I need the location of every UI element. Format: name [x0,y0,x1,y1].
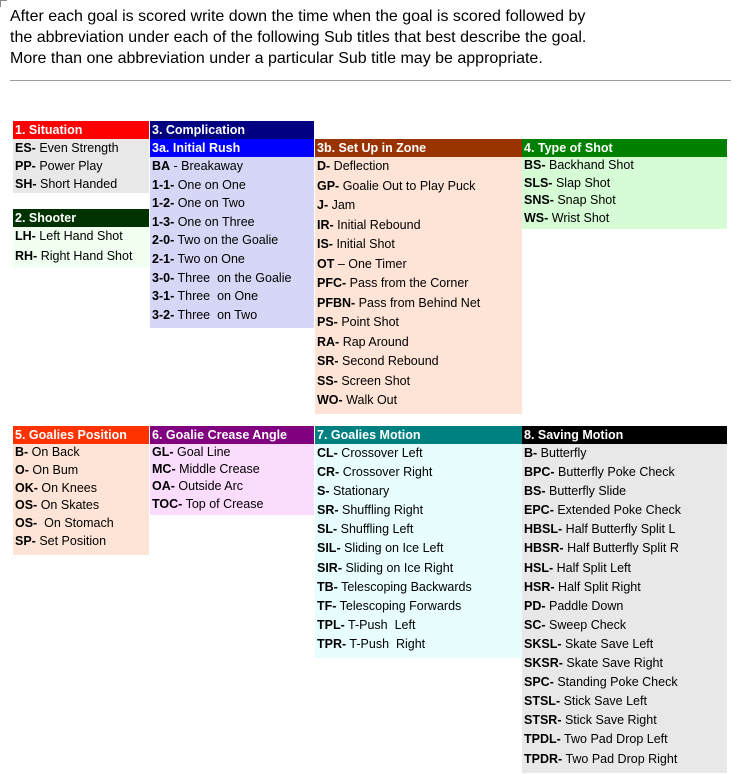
abbreviation: D- [317,159,331,173]
abbreviation-description: Shuffling Left [337,522,414,537]
list-item [13,227,149,247]
list-item [150,287,314,306]
situation-header: 1. Situation [13,121,149,139]
abbreviation-description: Initial Shot [332,237,395,251]
abbreviation-description: Power Play [35,159,103,173]
abbreviation: PFC- [317,276,347,290]
saving-list [522,444,727,773]
abbreviation-description: Sweep Check [545,617,627,632]
abbreviation-description: Skate Save Left [561,636,654,651]
abbreviation-description: Short Handed [36,177,118,191]
abbreviation-description: On Knees [37,480,97,495]
abbreviation: PFBN- [317,295,356,310]
list-item [150,461,314,478]
abbreviation: BA [152,159,171,173]
instructions-line: the abbreviation under each of the following Sub titles that best describe the goal. [10,29,587,46]
abbreviation: SC- [524,617,546,632]
abbreviation-description: Butterfly Poke Check [554,465,675,480]
list-item [522,539,727,558]
abbreviation: J- [317,198,329,212]
abbreviation-description: Sliding on Ice Left [340,541,444,556]
setup-list [315,157,522,414]
abbreviation: OK- [15,480,38,495]
abbreviation: RH- [15,248,38,263]
abbreviation: CR- [317,465,340,480]
abbreviation: 2-1- [152,251,175,266]
list-item [150,194,314,213]
list-item [150,444,314,461]
abbreviation: PD- [524,598,546,613]
list-item [315,313,522,333]
abbreviation: WO- [317,393,343,407]
abbreviation-description: Backhand Shot [545,158,634,172]
initial-rush-header: 3a. Initial Rush [150,139,314,157]
list-item [150,250,314,269]
abbreviation: STSL- [524,694,561,709]
list-item [522,482,727,501]
list-item [13,480,149,498]
list-item [315,520,522,539]
abbreviation-description: Crossover Left [337,446,423,460]
horizontal-rule [10,80,731,81]
abbreviation-description: Paddle Down [545,598,624,613]
list-item [522,673,727,692]
abbreviation-description: Half Split Right [554,579,641,594]
crease-list [150,444,314,515]
list-item [150,176,314,195]
abbreviation: ES- [15,141,36,155]
abbreviation-description: Two on One [174,251,245,266]
abbreviation: TOC- [152,496,183,511]
abbreviation: HSL- [524,560,554,575]
abbreviation-description: Deflection [330,159,390,173]
abbreviation: STSR- [524,713,562,728]
abbreviation: GP- [317,178,340,193]
abbreviation-description: Stick Save Right [561,713,657,728]
abbreviation-description: Snap Shot [553,193,616,207]
initial-rush-block [150,139,314,328]
abbreviation: SR- [317,354,339,368]
list-item [315,539,522,558]
abbreviation: SKSR- [524,656,563,671]
abbreviation: SIR- [317,560,342,575]
page-corner-mark [0,0,7,7]
abbreviation-description: Middle Crease [175,462,260,477]
abbreviation-description: Extended Poke Check [553,503,682,518]
abbreviation-description: Even Strength [35,141,119,155]
abbreviation: TPDL- [524,732,561,747]
list-item [13,139,149,157]
abbreviation: HBSL- [524,522,563,537]
abbreviation-description: Half Butterfly Split R [563,541,679,556]
abbreviation-description: Stationary [329,484,390,499]
list-item [13,515,149,533]
instructions-line: After each goal is scored write down the time when the goal is scored followed by [10,8,586,25]
abbreviation-description: Pass from the Corner [346,276,469,290]
abbreviation-description: Rap Around [339,334,409,349]
abbreviation-description: Slap Shot [552,175,611,190]
shot-header: 4. Type of Shot [522,139,727,157]
saving-motion-block [522,426,727,773]
abbreviation: OS- [15,498,38,513]
abbreviation: TB- [317,579,338,594]
instructions-paragraph [10,6,730,69]
abbreviation: SIL- [317,541,341,556]
list-item [315,578,522,597]
list-item [13,444,149,462]
abbreviation-description: Two Pad Drop Left [560,732,668,747]
list-item [150,478,314,495]
abbreviation-description: Right Hand Shot [37,248,133,263]
abbreviation: TPDR- [524,751,563,766]
abbreviation-description: Top of Crease [182,496,264,511]
abbreviation: WS- [524,210,549,225]
abbreviation-description: Butterfly Slide [545,484,627,499]
abbreviation: GL- [152,445,174,459]
abbreviation-description: Walk Out [342,393,398,407]
list-item [522,711,727,730]
shooter-list [13,227,149,267]
abbreviation: 3-2- [152,307,175,322]
abbreviation-description: Two Pad Drop Right [562,751,678,766]
shot-list [522,157,727,229]
list-item [522,616,727,635]
list-item [13,497,149,515]
motion-header: 7. Goalies Motion [315,426,522,444]
abbreviation: RA- [317,334,340,349]
abbreviation: 2-0- [152,233,175,248]
list-item [315,616,522,635]
abbreviation: IS- [317,237,333,251]
list-item [315,559,522,578]
list-item [315,635,522,654]
saving-header: 8. Saving Motion [522,426,727,444]
abbreviation-description: Shuffling Right [338,503,424,518]
shooter-header: 2. Shooter [13,209,149,227]
abbreviation-description: One on Three [174,214,255,229]
abbreviation: LH- [15,229,36,243]
abbreviation: O- [15,462,29,477]
abbreviation-description: On Stomach [37,516,114,531]
abbreviation-description: Half Butterfly Split L [562,522,676,537]
abbreviation: BS- [524,484,546,499]
goalie-position-header: 5. Goalies Position [13,426,149,444]
list-item [150,231,314,250]
goalies-position-block [13,426,149,555]
abbreviation-description: Outside Arc [174,479,244,494]
list-item [315,177,522,197]
abbreviation: OT [317,256,335,271]
list-item [522,578,727,597]
abbreviation-description: T-Push Left [344,617,416,632]
list-item [315,482,522,501]
abbreviation-description: Three on One [174,289,259,304]
abbreviation: 1-1- [152,177,175,192]
list-item [522,750,727,769]
abbreviation: HBSR- [524,541,564,556]
list-item [315,333,522,353]
list-item [522,463,727,482]
abbreviation: EPC- [524,503,554,518]
goalie-crease-angle-block [150,426,314,515]
abbreviation-description: Three on Two [174,307,258,322]
abbreviation: TPL- [317,617,345,632]
abbreviation: S- [317,484,330,499]
abbreviation-description: Point Shot [337,315,399,329]
abbreviation: SPC- [524,675,554,690]
abbreviation: PS- [317,315,338,329]
abbreviation-description: Three on the Goalie [174,270,292,285]
initial-rush-list [150,157,314,328]
abbreviation: SR- [317,503,339,518]
abbreviation-description: Jam [328,198,356,212]
abbreviation-description: Set Position [35,533,107,548]
list-item [315,294,522,314]
abbreviation-description: Two on the Goalie [174,233,279,248]
list-item [522,692,727,711]
abbreviation-description: Telescoping Backwards [337,579,472,594]
list-item [315,501,522,520]
abbreviation: SS- [317,373,338,388]
list-item [315,255,522,275]
setup-in-zone-block [315,139,522,414]
list-item [522,635,727,654]
abbreviation-description: Butterfly [537,446,587,460]
list-item [13,175,149,193]
abbreviation: SP- [15,533,36,548]
complication-header: 3. Complication [150,121,314,139]
abbreviation-description: One on Two [174,196,245,211]
list-item [522,597,727,616]
abbreviation: BS- [524,158,546,172]
situation-list [13,139,149,193]
list-item [315,157,522,177]
list-item [522,175,727,193]
list-item [150,157,314,176]
list-item [150,496,314,513]
setup-header: 3b. Set Up in Zone [315,139,522,157]
list-item [522,501,727,520]
abbreviation-description: Half Split Left [553,560,631,575]
abbreviation-description: Initial Rebound [333,217,421,232]
list-item [150,213,314,232]
instructions-line: More than one abbreviation under a particular Sub title may be appropriate. [10,50,543,67]
list-item [522,444,727,463]
abbreviation: OA- [152,479,175,494]
list-item [150,269,314,288]
abbreviation: 1-2- [152,196,175,211]
list-item [522,157,727,175]
abbreviation: TF- [317,598,337,613]
abbreviation-description: Standing Poke Check [553,675,678,690]
abbreviation-description: T-Push Right [346,636,426,651]
list-item [315,352,522,372]
abbreviation: MC- [152,462,176,477]
abbreviation: B- [524,446,538,460]
shooter-block [13,209,149,267]
list-item [522,559,727,578]
list-item [522,210,727,228]
abbreviation: CL- [317,446,338,460]
abbreviation-description: Goalie Out to Play Puck [339,178,476,193]
abbreviation: B- [15,445,29,459]
abbreviation-description: One on One [174,177,246,192]
abbreviation-description: Wrist Shot [548,210,610,225]
complication-block [150,121,314,139]
list-item [13,533,149,551]
abbreviation-description: Screen Shot [337,373,411,388]
abbreviation: IR- [317,217,334,232]
list-item [13,157,149,175]
type-of-shot-block [522,139,727,229]
list-item [315,235,522,255]
abbreviation-description: Skate Save Right [562,656,663,671]
abbreviation: PP- [15,159,36,173]
abbreviation-description: Second Rebound [338,354,439,368]
list-item [315,391,522,411]
abbreviation: SKSL- [524,636,562,651]
abbreviation: SL- [317,522,338,537]
abbreviation: TPR- [317,636,347,651]
list-item [315,372,522,392]
abbreviation-description: Pass from Behind Net [355,295,481,310]
situation-block [13,121,149,193]
abbreviation-description: Crossover Right [339,465,433,480]
abbreviation: SH- [15,177,37,191]
abbreviation-description: Telescoping Forwards [336,598,462,613]
abbreviation: 3-1- [152,289,175,304]
abbreviation-description: Stick Save Left [560,694,647,709]
abbreviation-description: On Skates [37,498,100,513]
list-item [315,274,522,294]
abbreviation: SNS- [524,193,554,207]
abbreviation-description: Left Hand Shot [35,229,123,243]
list-item [315,216,522,236]
goalies-motion-block [315,426,522,658]
list-item [522,192,727,210]
list-item [522,730,727,749]
list-item [13,247,149,267]
motion-list [315,444,522,658]
crease-header: 6. Goalie Crease Angle [150,426,314,444]
abbreviation-description: - Breakaway [170,159,244,173]
abbreviation-description: Sliding on Ice Right [342,560,454,575]
abbreviation: HSR- [524,579,555,594]
abbreviation: OS- [15,516,38,531]
abbreviation-description: Goal Line [173,445,231,459]
list-item [522,520,727,539]
list-item [13,462,149,480]
list-item [522,654,727,673]
abbreviation: 3-0- [152,270,175,285]
abbreviation: 1-3- [152,214,175,229]
abbreviation: SLS- [524,175,553,190]
list-item [315,597,522,616]
list-item [150,306,314,325]
abbreviation-description: On Back [28,445,80,459]
abbreviation-description: On Bum [28,462,79,477]
list-item [315,444,522,463]
list-item [315,463,522,482]
goalie-position-list [13,444,149,555]
abbreviation-description: – One Timer [334,256,407,271]
abbreviation: BPC- [524,465,555,480]
list-item [315,196,522,216]
